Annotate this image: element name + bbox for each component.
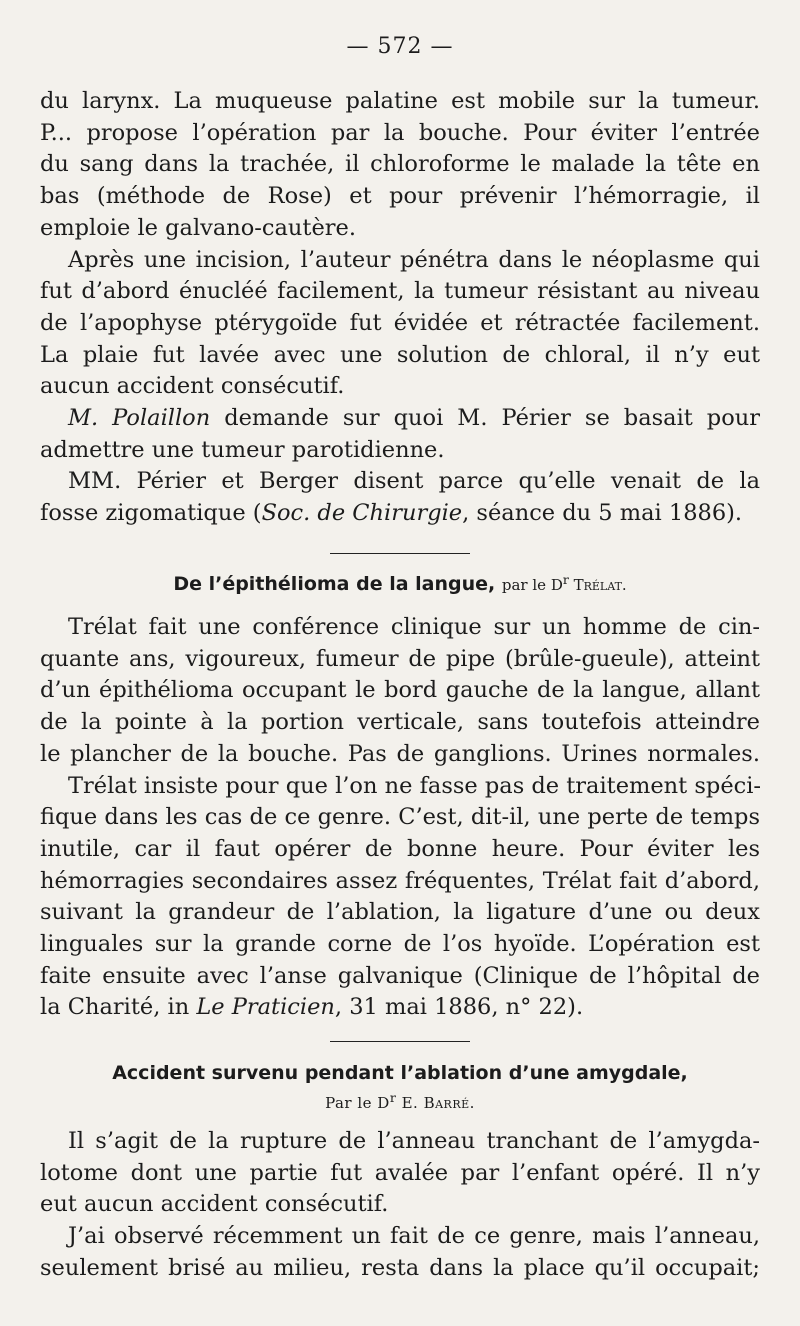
text-line: quante ans, vigoureux, fumeur de pipe (brûle-gueule), atteint xyxy=(40,645,760,672)
section-byline: par le $D^r$ Trélat. xyxy=(501,572,627,594)
section-heading-amygdale xyxy=(0,1062,800,1084)
text-line: fut d’abord énucléé facilement, la tumeur résistant au niveau xyxy=(40,278,760,305)
paragraph-block-larynx xyxy=(40,86,760,530)
text-line: de la pointe à la portion verticale, sans toutefois atteindre xyxy=(40,709,760,736)
paragraph-block-epithelioma xyxy=(40,612,760,1024)
text-line: d’un épithélioma occupant le bord gauche de la langue, allant xyxy=(40,677,760,704)
text-line: eut aucun accident consécutif. xyxy=(40,1191,389,1218)
text-line: linguales sur la grande corne de l’os hyoïde. L’opération est xyxy=(40,931,760,958)
text-line: La plaie fut lavée avec une solution de chloral, il n’y eut xyxy=(40,341,760,368)
text-line: du sang dans la trachée, il chloroforme le malade la tête en xyxy=(40,151,760,178)
text-line: de l’apophyse ptérygoïde fut évidée et rétractée facilement. xyxy=(40,309,760,336)
section-byline: Par le $D^r$ E. Barré. xyxy=(325,1090,475,1112)
text-line: fosse zigomatique (Soc. de Chirurgie, séance du 5 mai 1886). xyxy=(40,500,743,527)
page-number: — 572 — xyxy=(346,34,454,59)
section-heading-epithelioma xyxy=(0,572,800,595)
text-line: seulement brisé au milieu, resta dans la place qu’il occupait; xyxy=(40,1254,760,1281)
text-line: J’ai observé récemment un fait de ce genre, mais l’anneau, xyxy=(68,1223,760,1250)
text-line: lotome dont une partie fut avalée par l’enfant opéré. Il n’y xyxy=(40,1159,760,1186)
text-line: emploie le galvano-cautère. xyxy=(40,214,356,241)
text-line: hémorragies secondaires assez fréquentes, Trélat fait d’abord, xyxy=(40,867,760,894)
text-line: fique dans les cas de ce genre. C’est, dit-il, une perte de temps xyxy=(40,804,760,831)
text-line: inutile, car il faut opérer de bonne heure. Pour éviter les xyxy=(40,835,760,862)
section-title: De l’épithélioma de la langue, xyxy=(173,573,496,595)
text-line: Trélat fait une conférence clinique sur un homme de cin- xyxy=(68,614,760,640)
text-line: faite ensuite avec l’anse galvanique (Clinique de l’hôpital de xyxy=(40,962,760,989)
paragraph-block-amygdale xyxy=(40,1126,760,1285)
journal-title: Le Praticien xyxy=(196,994,335,1021)
text-line: le plancher de la bouche. Pas de ganglions. Urines normales. xyxy=(40,740,760,767)
text-line: Il s’agit de la rupture de l’anneau tranchant de l’amygda- xyxy=(68,1128,760,1154)
text-line: Trélat insiste pour que l’on ne fasse pas de traitement spéci- xyxy=(68,772,762,799)
text-line: bas (méthode de Rose) et pour prévenir l’hémorragie, il xyxy=(40,183,760,210)
speaker-name: M. Polaillon xyxy=(68,405,211,432)
text-line: aucun accident consécutif. xyxy=(40,373,345,400)
text-line: suivant la grandeur de l’ablation, la ligature d’une ou deux xyxy=(40,899,760,926)
text-line: P... propose l’opération par la bouche. Pour éviter l’entrée xyxy=(40,119,760,146)
section-divider xyxy=(330,1041,470,1042)
text-line: M. Polaillon demande sur quoi M. Périer se basait pour xyxy=(68,405,760,432)
journal-title: Soc. de Chirurgie xyxy=(261,500,463,527)
section-title: Accident survenu pendant l’ablation d’une amygdale, xyxy=(112,1062,688,1084)
text-line: la Charité, in Le Praticien, 31 mai 1886, n° 22). xyxy=(40,994,584,1021)
text-line: MM. Périer et Berger disent parce qu’elle venait de la xyxy=(68,468,760,495)
section-divider xyxy=(330,553,470,554)
text-line: Après une incision, l’auteur pénétra dans le néoplasme qui xyxy=(68,246,760,273)
text-line: du larynx. La muqueuse palatine est mobile sur la tumeur. xyxy=(40,88,760,114)
text-line: admettre une tumeur parotidienne. xyxy=(40,436,445,463)
